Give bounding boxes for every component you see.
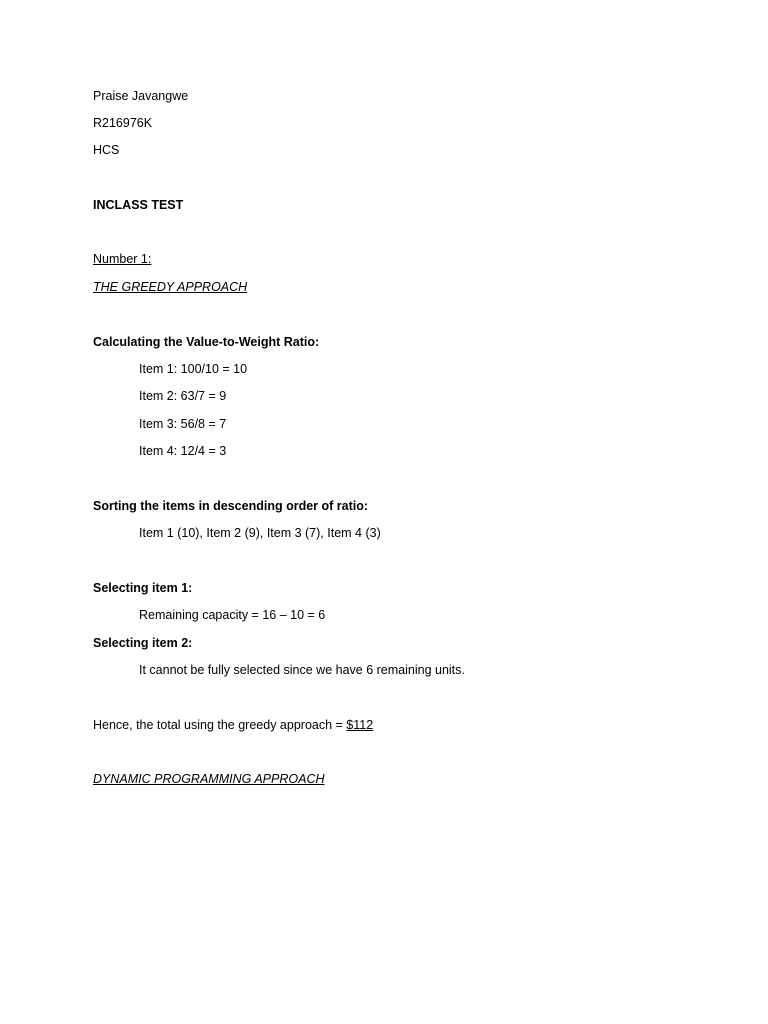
program-code: HCS bbox=[93, 143, 120, 157]
question-label: Number 1: bbox=[93, 252, 152, 266]
sort-heading: Sorting the items in descending order of ratio: bbox=[93, 499, 369, 513]
student-name: Praise Javangwe bbox=[93, 89, 189, 103]
select-item1-detail: Remaining capacity = 16 – 10 = 6 bbox=[139, 608, 326, 622]
greedy-total-line bbox=[93, 717, 373, 733]
select-item2-detail: It cannot be fully selected since we have 6 remaining units. bbox=[139, 663, 465, 677]
registration-number: R216976K bbox=[93, 116, 153, 130]
greedy-heading: THE GREEDY APPROACH bbox=[93, 280, 248, 294]
test-title: INCLASS TEST bbox=[93, 198, 184, 212]
ratio-item: Item 1: 100/10 = 10 bbox=[139, 362, 248, 376]
select-item2-heading: Selecting item 2: bbox=[93, 636, 193, 650]
ratio-heading: Calculating the Value-to-Weight Ratio: bbox=[93, 335, 320, 349]
greedy-total-text: Hence, the total using the greedy approach = bbox=[93, 718, 347, 732]
ratio-item: Item 2: 63/7 = 9 bbox=[139, 389, 227, 403]
greedy-total-value: $112 bbox=[346, 718, 374, 732]
ratio-item: Item 3: 56/8 = 7 bbox=[139, 417, 227, 431]
sort-result: Item 1 (10), Item 2 (9), Item 3 (7), Item 4 (3) bbox=[139, 526, 381, 540]
select-item1-heading: Selecting item 1: bbox=[93, 581, 193, 595]
dp-heading: DYNAMIC PROGRAMMING APPROACH bbox=[93, 772, 325, 786]
ratio-item: Item 4: 12/4 = 3 bbox=[139, 444, 227, 458]
